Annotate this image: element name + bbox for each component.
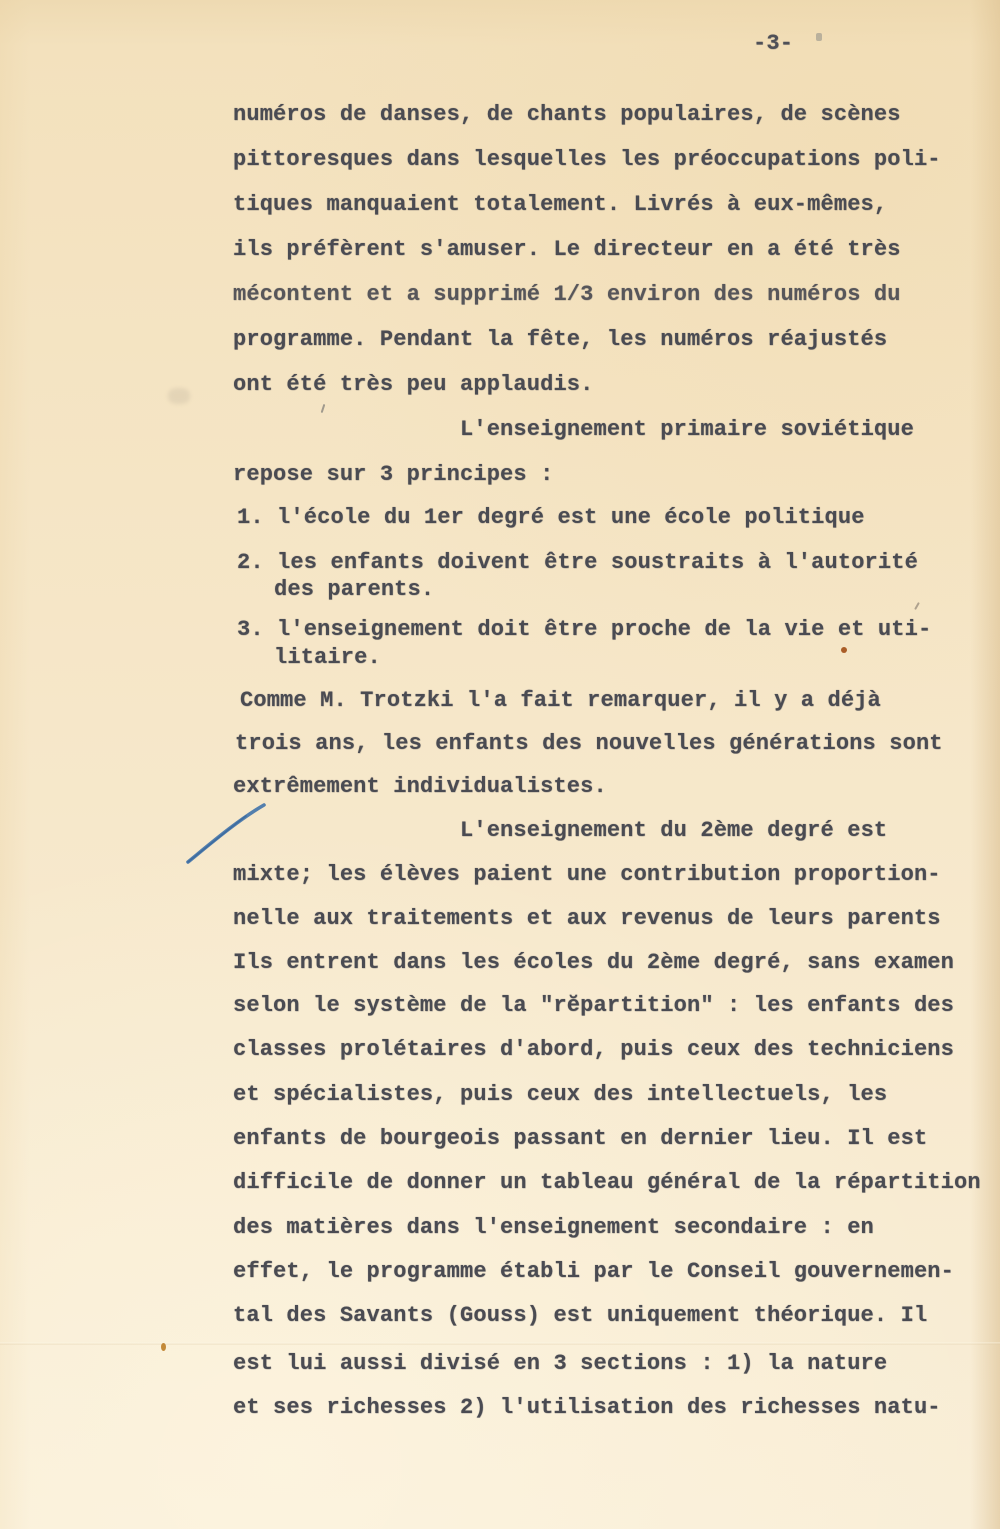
text-line: Comme M. Trotzki l'a fait remarquer, il y a déjà xyxy=(240,688,881,713)
text-line: pittoresques dans lesquelles les préoccupations poli- xyxy=(233,147,941,172)
text-line: selon le système de la "rĕpartition" : les enfants des xyxy=(233,993,955,1018)
text-line: tal des Savants (Gouss) est uniquement théorique. Il xyxy=(233,1303,928,1328)
text-line: programme. Pendant la fête, les numéros réajustés xyxy=(233,327,888,352)
blue-pen-slash-mark xyxy=(180,798,275,870)
page-number: -3- xyxy=(753,31,794,56)
stray-mark xyxy=(321,404,326,413)
text-line: difficile de donner un tableau général de la répartition xyxy=(233,1170,981,1195)
text-line paragraph-indent: L'enseignement primaire soviétique xyxy=(460,417,914,442)
text-line: enfants de bourgeois passant en dernier lieu. Il est xyxy=(233,1126,928,1151)
text-line: trois ans, les enfants des nouvelles générations sont xyxy=(235,731,943,756)
paper-smudge xyxy=(168,388,190,404)
text-line: Ils entrent dans les écoles du 2ème degré, sans examen xyxy=(233,950,955,975)
text-line: des matières dans l'enseignement secondaire : en xyxy=(233,1215,874,1240)
text-line: numéros de danses, de chants populaires, de scènes xyxy=(233,102,901,127)
paper-speck xyxy=(816,33,822,41)
text-line: nelle aux traitements et aux revenus de leurs parents xyxy=(233,906,941,931)
text-line: effet, le programme établi par le Conseil gouvernemen- xyxy=(233,1259,955,1284)
list-item-3: 3. l'enseignement doit être proche de la vie et uti- xyxy=(237,617,932,642)
text-line paragraph-indent: L'enseignement du 2ème degré est xyxy=(460,818,888,843)
list-item-2-continuation: des parents. xyxy=(274,577,435,602)
text-line: tiques manquaient totalement. Livrés à eux-mêmes, xyxy=(233,192,888,217)
list-item-1: 1. l'école du 1er degré est une école politique xyxy=(237,505,865,530)
text-line: et spécialistes, puis ceux des intellectuels, les xyxy=(233,1082,888,1107)
ink-dot xyxy=(841,647,847,653)
text-line: et ses richesses 2) l'utilisation des richesses natu- xyxy=(233,1395,941,1420)
text-line: ont été très peu applaudis. xyxy=(233,372,594,397)
text-line: repose sur 3 principes : xyxy=(233,462,554,487)
text-line: extrêmement individualistes. xyxy=(233,774,607,799)
text-line: classes prolétaires d'abord, puis ceux des techniciens xyxy=(233,1037,955,1062)
stray-mark xyxy=(914,602,920,610)
paper-speck xyxy=(161,1343,166,1351)
text-line: est lui aussi divisé en 3 sections : 1) la nature xyxy=(233,1351,888,1376)
text-line: mixte; les élèves paient une contribution proportion- xyxy=(233,862,941,887)
list-item-3-continuation: litaire. xyxy=(274,645,381,670)
list-item-2: 2. les enfants doivent être soustraits à l'autorité xyxy=(237,550,918,575)
text-line: mécontent et a supprimé 1/3 environ des numéros du xyxy=(233,282,901,307)
paper-crease xyxy=(0,1342,1000,1345)
text-line: ils préfèrent s'amuser. Le directeur en a été très xyxy=(233,237,901,262)
